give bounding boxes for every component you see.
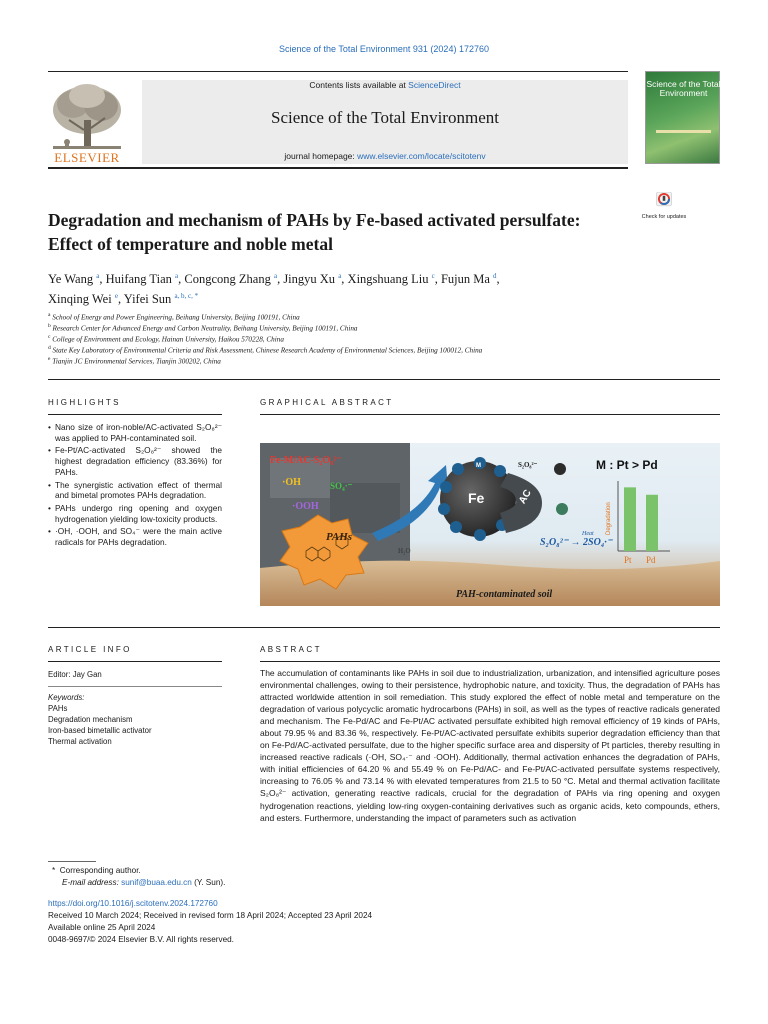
homepage-link[interactable]: www.elsevier.com/locate/scitotenv — [357, 151, 486, 161]
ga-label-h2o: H₂O — [398, 547, 411, 555]
received-dates: Received 10 March 2024; Received in revised form 18 April 2024; Accepted 23 April 2024 — [48, 911, 373, 920]
keyword[interactable]: Degradation mechanism — [48, 715, 133, 724]
header-top-rule — [48, 71, 628, 72]
journal-reference[interactable]: Science of the Total Environment 931 (2024) 172760 — [279, 44, 489, 54]
highlight-item: • ·OH, ·OOH, and SO₄⁻ were the main active radicals for PAHs degradation. — [48, 526, 222, 547]
ga-label-ooh: ·OOH — [292, 501, 319, 512]
journal-title: Science of the Total Environment — [271, 108, 499, 127]
contents-line: Contents lists available at ScienceDirect — [309, 80, 461, 90]
check-for-updates-label[interactable]: Check for updates — [641, 214, 687, 220]
editor-rule — [48, 686, 222, 687]
ga-label-pd: Pd — [646, 555, 656, 565]
abstract-text: The accumulation of contaminants like PAHs in soil due to industrialization, urbanization, and intensified agriculture poses environmental challenges, owing to their persistence, hydrophobic nature, and toxicity. Thus, the degradation of PAHs has attracted worldwide attention in soil remediation. This study explored the effect of noble metal and temperature on the degradation of various polycyclic aromatic hydrocarbons (PAHs) in soil, as well as the types of reactive radicals generated and mechanism. The Fe-Pd/AC and Fe-Pt/AC activated persulfate exhibited high removal efficiency of 19 kinds of PAHs, about 79.95 % and 83.36 %, respectively. Fe-Pt/AC-activated persulfate exhibits superior degradation efficiency than that on Fe-Pd/AC-activated persulfate, due to the higher specific surface area and dispersity of Pt particles, thereby resulting in increased reactive radicals (·OH, SO₄·⁻ and ·OOH). Additionally, thermal activation enhances the degradation of PAHs, with initial efficiencies of 64.20 % and 55.49 % on Fe-Pd/AC- and Fe-Pt/AC-activated persulfate systems respectively, increasing to 76.05 % and 73.14 % with elevated temperatures from 21.5 to 50 °C. Metal and thermal activation facilitate S₂O₈²⁻ activation, generating reactive radicals, crucial for the degradation of PAHs via ring opening and oxygen hydrogenation reactions, yielding low-ring oxygen-containing derivatives such as organic acids, keto compounds, ethers, and esters. Furthermore, understanding the impact of parameters such as activation — [260, 668, 720, 823]
author[interactable]: Ye Wang $^a$ — [48, 272, 100, 287]
ga-label-reaction: S₂O₈²⁻ → 2SO₄·⁻ — [540, 537, 613, 548]
asterisk: * — [52, 866, 60, 875]
author[interactable]: Yifei Sun $^{a, b, c, *}$ — [123, 292, 199, 307]
article-info-rule — [48, 661, 222, 662]
keyword[interactable]: Iron-based bimetallic activator — [48, 726, 152, 735]
ga-label-soil: PAH-contaminated soil — [456, 589, 553, 600]
elsevier-wordmark: ELSEVIER — [54, 150, 120, 165]
ga-label-degradation: Degradation — [606, 502, 612, 535]
ga-label-pahs: PAHs — [326, 531, 353, 543]
section-rule — [48, 627, 720, 628]
author[interactable]: Congcong Zhang $^a$ — [184, 272, 278, 287]
email-note: E-mail address: sunif@buaa.edu.cn (Y. Sun). — [62, 878, 226, 887]
editor-line: Editor: Jay Gan — [48, 670, 102, 679]
ga-label-m: M — [476, 463, 481, 469]
ga-m-particle — [556, 503, 568, 515]
check-for-updates-icon[interactable] — [644, 192, 684, 216]
article-title: Degradation and mechanism of PAHs by Fe-based activated persulfate: Effect of temperature and noble metal — [48, 210, 581, 254]
author[interactable]: Fujun Ma $^d$ — [440, 272, 497, 287]
highlights-rule — [48, 414, 222, 415]
section-rule — [48, 379, 720, 380]
keyword[interactable]: PAHs — [48, 704, 68, 713]
footnote-rule — [48, 861, 96, 862]
journal-homepage: journal homepage: www.elsevier.com/locate/scitotenv — [284, 151, 486, 161]
graphical-abstract-image[interactable] — [260, 443, 720, 606]
ga-label-oh: ·OH — [282, 477, 301, 488]
available-online: Available online 25 April 2024 — [48, 923, 156, 932]
journal-cover-image[interactable] — [645, 71, 720, 164]
ga-label-pt: Pt — [624, 555, 632, 565]
keyword[interactable]: Thermal activation — [48, 737, 112, 746]
highlights-list — [48, 422, 222, 550]
email-link[interactable]: sunif@buaa.edu.cn — [121, 878, 192, 887]
author[interactable]: Xinqing Wei $^e$ — [48, 292, 118, 307]
highlight-item: • Fe-Pt/AC-activated S₂O₈²⁻ showed the highest degradation efficiency (83.36%) for PAHs. — [48, 445, 222, 477]
author[interactable]: Jingyu Xu $^a$ — [283, 272, 342, 287]
header-bottom-rule — [48, 167, 628, 169]
sciencedirect-link[interactable]: ScienceDirect — [408, 80, 461, 90]
author-list: Ye Wang $^a$, Huifang Tian $^a$, Congcong Zhang $^a$, Jingyu Xu $^a$, Xingshuang Liu $^c$, Fujun Ma $^d$, Xinqing Wei $^e$, Yifei Sun $^{a, b, c, *}$ — [48, 272, 500, 307]
ga-label-ac: AC — [517, 487, 534, 506]
cover-band — [656, 130, 711, 133]
affiliation: $^a$ School of Energy and Power Engineering, Beihang University, Beijing 100191, China — [48, 312, 300, 322]
graphical-abstract-rule — [260, 414, 720, 415]
highlight-item: • Nano size of iron-noble/AC-activated S₂O₈²⁻ was applied to PAH-contaminated soil. — [48, 422, 222, 443]
author[interactable]: Xingshuang Liu $^c$ — [347, 272, 435, 287]
ga-label-metal-compare: M : Pt > Pd — [596, 458, 658, 472]
abstract-rule — [260, 661, 720, 662]
ga-label-heat: Heat — [582, 531, 594, 537]
highlight-item: • PAHs undergo ring opening and oxygen hydrogenation yielding low-toxicity products. — [48, 503, 222, 524]
ga-label-so4: SO₄·⁻ — [330, 481, 353, 491]
ga-bar-pd — [646, 495, 658, 551]
affiliation: $^e$ Tianjin JC Environmental Services, Tianjin 300202, China — [48, 356, 221, 366]
copyright-line: 0048-9697/© 2024 Elsevier B.V. All rights reserved. — [48, 935, 234, 944]
ga-bar-pt — [624, 487, 636, 551]
keywords-label: Keywords: — [48, 693, 85, 702]
ga-label-fe: Fe — [468, 490, 485, 506]
ga-m-particle — [554, 463, 566, 475]
ga-label-s2o8-top: S₂O₈²⁻ — [518, 461, 538, 469]
article-info-heading: ARTICLE INFO — [48, 645, 132, 654]
author[interactable]: Huifang Tian $^a$ — [105, 272, 179, 287]
affiliation: $^d$ State Key Laboratory of Environmental Criteria and Risk Assessment, Chinese Research Academy of Environmental Sciences, Beijing 100012, China — [48, 345, 483, 355]
highlights-heading: HIGHLIGHTS — [48, 398, 121, 407]
abstract-heading: ABSTRACT — [260, 645, 322, 654]
corresponding-note: * Corresponding author. — [52, 866, 141, 875]
cover-title: Science of the Total Environment — [646, 79, 721, 98]
highlight-item: • The synergistic activation effect of thermal and bimetal promotes PAHs degradation. — [48, 480, 222, 501]
affiliation: $^b$ Research Center for Advanced Energy and Carbon Neutrality, Beihang University, Beijing 100191, China — [48, 323, 358, 333]
ga-label-catalyst: Fe-M/AC-S₂O₈²⁻ — [270, 455, 342, 466]
affiliation: $^c$ College of Environment and Ecology, Hainan University, Haikou 570228, China — [48, 334, 284, 344]
doi-link[interactable]: https://doi.org/10.1016/j.scitotenv.2024.172760 — [48, 899, 218, 908]
graphical-abstract-heading: GRAPHICAL ABSTRACT — [260, 398, 394, 407]
